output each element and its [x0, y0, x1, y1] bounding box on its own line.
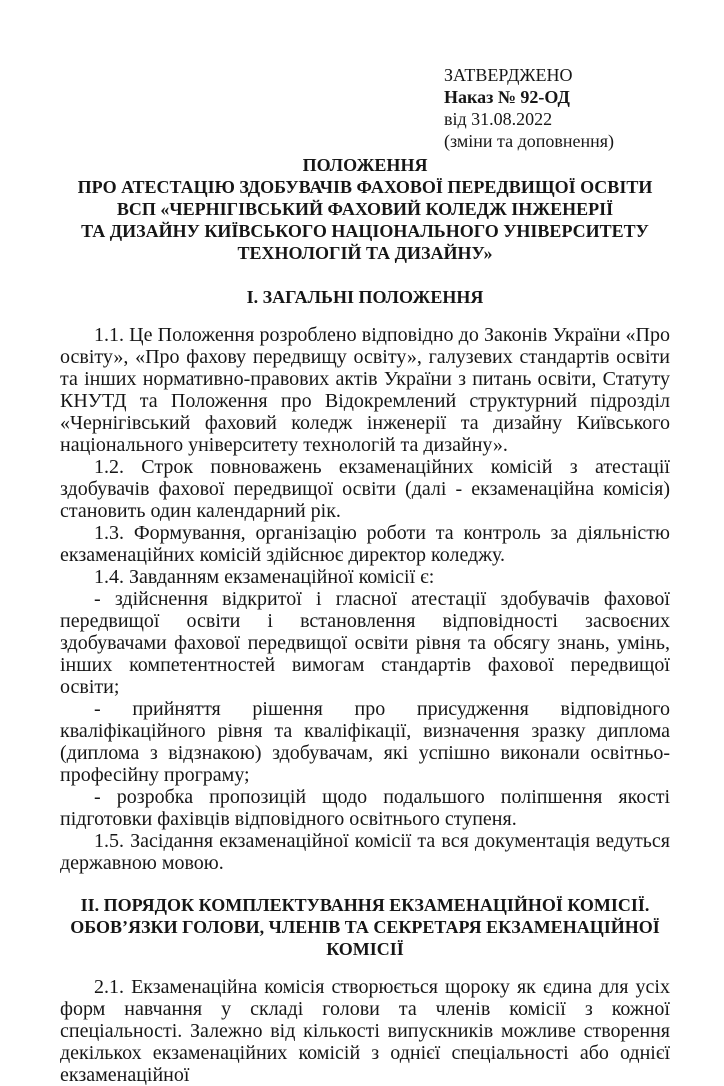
- section-heading-line: ІІ. ПОРЯДОК КОМПЛЕКТУВАННЯ ЕКЗАМЕНАЦІЙНОЇ КОМІСІЇ.: [80, 895, 650, 915]
- title-line: ПРО АТЕСТАЦІЮ ЗДОБУВАЧІВ ФАХОВОЇ ПЕРЕДВИЩОЇ ОСВІТИ: [77, 177, 653, 197]
- title-line: ПОЛОЖЕННЯ: [302, 155, 428, 175]
- section-heading-line: КОМІСІЇ: [326, 939, 404, 959]
- approval-amendments-note: (зміни та доповнення): [444, 131, 615, 151]
- paragraph-2-1: 2.1. Екзаменаційна комісія створюється щороку як єдина для усіх форм навчання у складі голови та членів комісії з кожної спеціальності. Залежно від кількості випускників можливе створення декількох екзаменаційних комісій з однієї спеціальності або однієї екзаменаційної: [60, 976, 670, 1086]
- paragraph-1-4-item-1: - здійснення відкритої і гласної атестації здобувачів фахової передвищої освіти і встановлення відповідності засвоєних здобувачами фахової передвищої освіти рівня та обсягу знань, умінь, інших компетентностей вимогам стандартів фахової передвищої освіти;: [60, 588, 670, 698]
- approval-order-number: Наказ № 92-ОД: [444, 87, 570, 107]
- section-1-body: [60, 324, 670, 874]
- approval-order-date: від 31.08.2022: [444, 109, 553, 129]
- title-line: ТА ДИЗАЙНУ КИЇВСЬКОГО НАЦІОНАЛЬНОГО УНІВЕРСИТЕТУ: [81, 221, 649, 241]
- document-title: [60, 154, 670, 264]
- paragraph-1-3: 1.3. Формування, організацію роботи та контроль за діяльністю екзаменаційних комісій здійснює директор коледжу.: [60, 522, 670, 566]
- title-line: ВСП «ЧЕРНІГІВСЬКИЙ ФАХОВИЙ КОЛЕДЖ ІНЖЕНЕРІЇ: [116, 199, 614, 219]
- paragraph-1-4-item-2: - прийняття рішення про присудження відповідного кваліфікаційного рівня та кваліфікації, визначення зразку диплома (диплома з відзнакою) здобувачам, які успішно виконали освітньо-професійну програму;: [60, 698, 670, 786]
- paragraph-1-2: 1.2. Строк повноважень екзаменаційних комісій з атестації здобувачів фахової передвищої освіти (далі - екзаменаційна комісія) становить один календарний рік.: [60, 456, 670, 522]
- section-2-heading: [60, 894, 670, 960]
- section-heading-line: І. ЗАГАЛЬНІ ПОЛОЖЕННЯ: [246, 287, 484, 307]
- section-heading-line: ОБОВ’ЯЗКИ ГОЛОВИ, ЧЛЕНІВ ТА СЕКРЕТАРЯ ЕКЗАМЕНАЦІЙНОЇ: [70, 917, 660, 937]
- paragraph-1-4-item-3: - розробка пропозицій щодо подальшого поліпшення якості підготовки фахівців відповідного освітнього ступеня.: [60, 786, 670, 830]
- approval-stamp: [444, 64, 670, 152]
- title-line: ТЕХНОЛОГІЙ ТА ДИЗАЙНУ»: [237, 243, 493, 263]
- paragraph-1-5: 1.5. Засідання екзаменаційної комісії та вся документація ведуться державною мовою.: [60, 830, 670, 874]
- paragraph-1-4: 1.4. Завданням екзаменаційної комісії є:: [94, 566, 435, 588]
- approval-approved-label: ЗАТВЕРДЖЕНО: [444, 65, 573, 85]
- section-1-heading: [60, 286, 670, 308]
- section-2-body: [60, 976, 670, 1086]
- paragraph-1-1: 1.1. Це Положення розроблено відповідно до Законів України «Про освіту», «Про фахову передвищу освіту», галузевих стандартів освіти та інших нормативно-правових актів України з питань освіти, Статуту КНУТД та Положення про Відокремлений структурний підрозділ «Чернігівський фаховий коледж інженерії та дизайну Київського національного університету технологій та дизайну».: [60, 324, 670, 456]
